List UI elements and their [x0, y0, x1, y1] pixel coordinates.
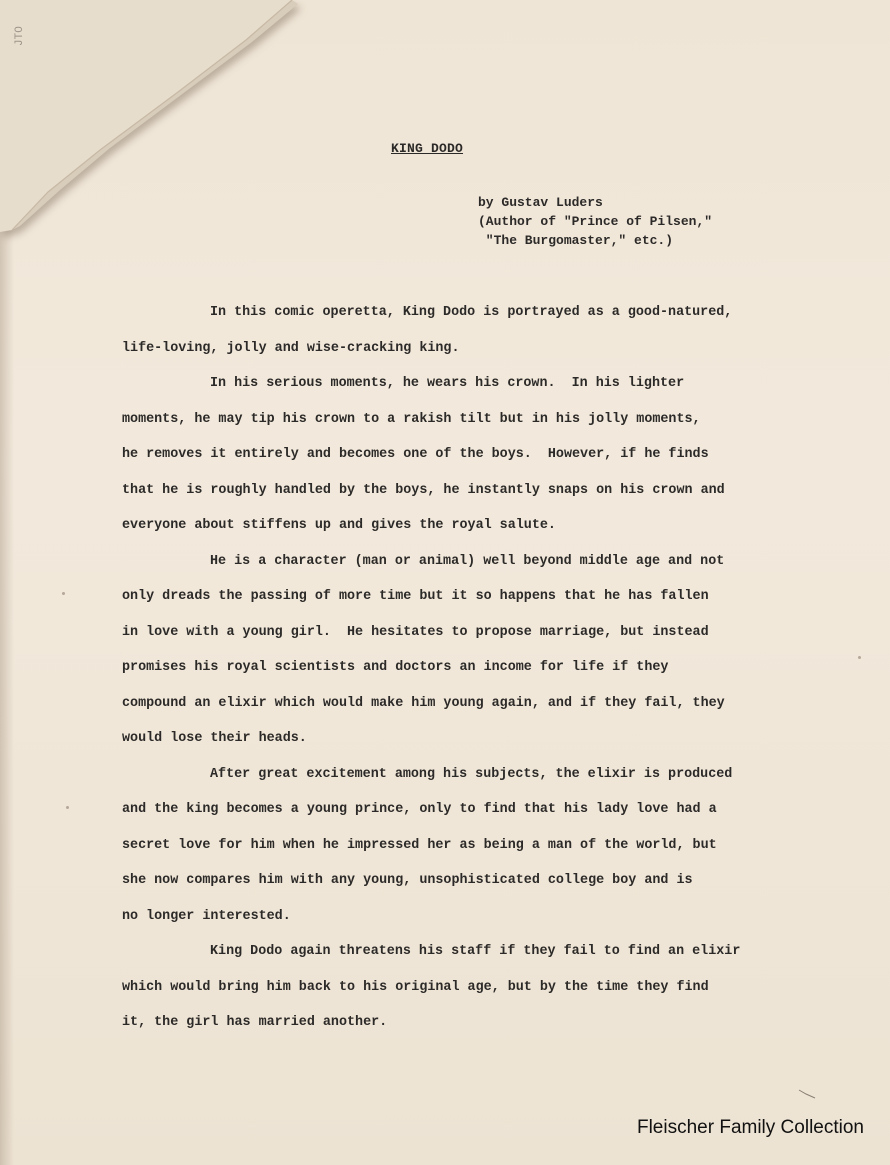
paragraph-line: would lose their heads. — [122, 731, 307, 746]
paper-speck — [62, 592, 65, 595]
paragraph-line: everyone about stiffens up and gives the royal salute. — [122, 518, 556, 533]
paragraph-line: only dreads the passing of more time but it so happens that he has fallen — [122, 589, 709, 604]
pencil-mark — [798, 1088, 818, 1100]
paragraph-first-line: In his serious moments, he wears his crown. In his lighter — [210, 376, 685, 391]
paragraph-line: and the king becomes a young prince, only to find that his lady love had a — [122, 802, 717, 817]
byline-line: (Author of "Prince of Pilsen," — [478, 214, 713, 229]
paragraph-line: which would bring him back to his original age, but by the time they find — [122, 979, 709, 995]
paragraph-line: he removes it entirely and becomes one of the boys. However, if he finds — [122, 447, 709, 462]
paragraph-line: that he is roughly handled by the boys, he instantly snaps on his crown and — [122, 482, 725, 498]
paragraph-first-line: In this comic operetta, King Dodo is portrayed as a good-natured, — [210, 305, 733, 320]
byline-line: "The Burgomaster," etc.) — [478, 233, 674, 248]
paragraph-line: in love with a young girl. He hesitates to propose marriage, but instead — [122, 624, 709, 640]
paragraph-first-line: After great excitement among his subjects, the elixir is produced — [210, 766, 733, 782]
paper-speck — [66, 806, 69, 809]
paragraph-line: promises his royal scientists and doctors an income for life if they — [122, 660, 669, 675]
document-title: KING DODO — [391, 141, 464, 156]
paragraph-line: she now compares him with any young, unsophisticated college boy and is — [122, 873, 693, 888]
byline-line: by Gustav Luders — [478, 195, 603, 210]
paragraph-line: compound an elixir which would make him young again, and if they fail, they — [122, 695, 725, 711]
paper-speck — [858, 656, 861, 659]
collection-watermark: Fleischer Family Collection — [636, 1117, 864, 1138]
byline — [478, 193, 712, 250]
paragraph-line: no longer interested. — [122, 908, 291, 924]
paragraph-line: secret love for him when he impressed her as being a man of the world, but — [122, 837, 717, 853]
page-number-mark: JTO — [14, 26, 26, 46]
document-body — [122, 295, 802, 1041]
paragraph-line: life-loving, jolly and wise-cracking king. — [122, 340, 460, 356]
paragraph-first-line: He is a character (man or animal) well beyond middle age and not — [210, 553, 725, 569]
paragraph-line: moments, he may tip his crown to a rakish tilt but in his jolly moments, — [122, 411, 701, 427]
paragraph-first-line: King Dodo again threatens his staff if they fail to find an elixir — [210, 944, 741, 959]
paragraph-line: it, the girl has married another. — [122, 1015, 388, 1030]
